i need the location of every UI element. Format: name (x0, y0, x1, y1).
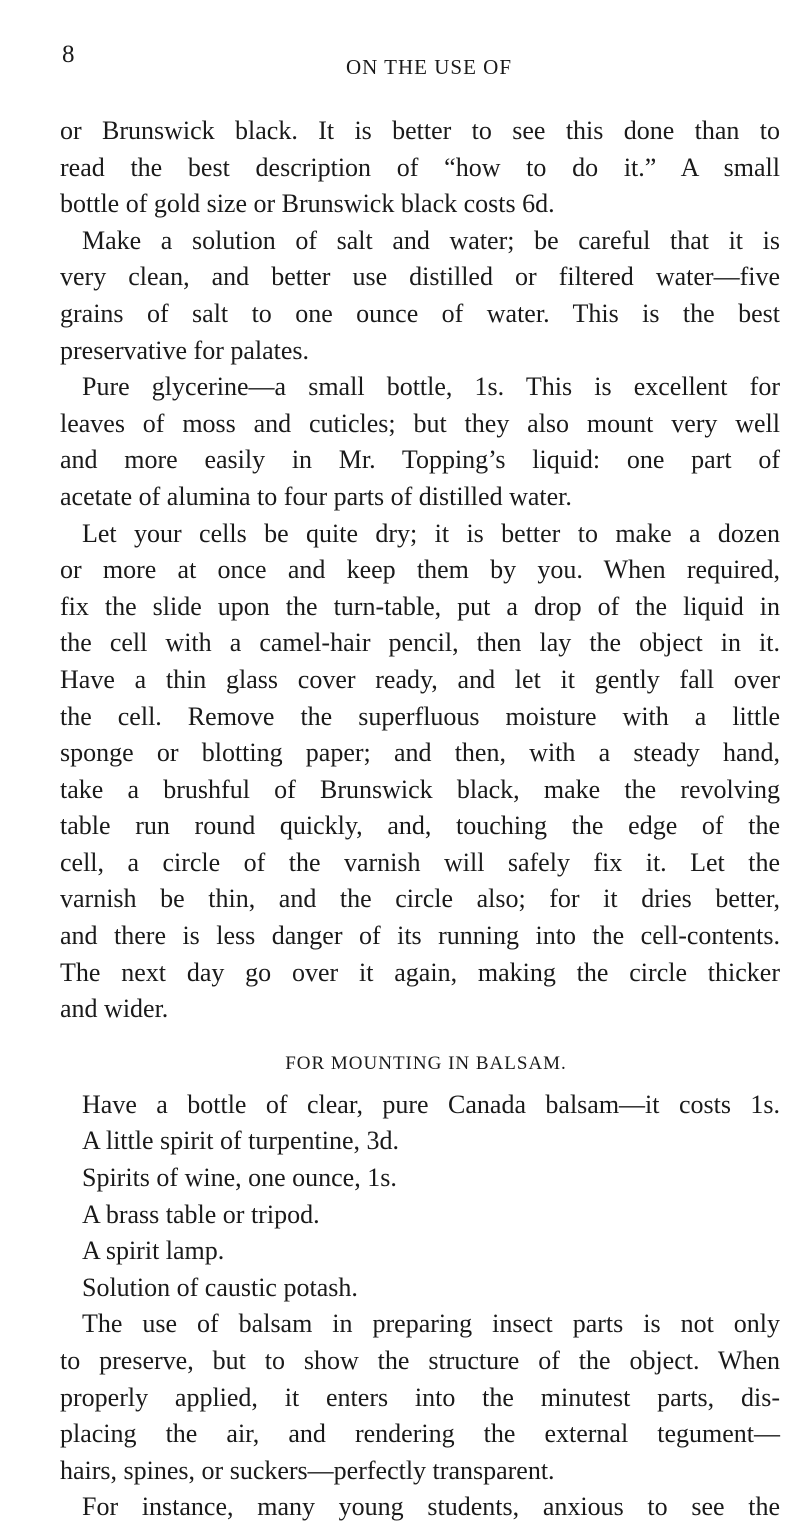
text-line: acetate of alumina to four parts of distilled water. (60, 481, 572, 511)
text-line: A little spirit of turpentine, 3d. (82, 1126, 400, 1156)
text-line: Have a thin glass cover ready, and let it gently fall over (60, 664, 780, 694)
text-line: and there is less danger of its running into the cell-contents. (60, 921, 780, 951)
text-line: cell, a circle of the varnish will safely fix it. Let the (60, 847, 780, 877)
text-line: the cell with a camel-hair pencil, then lay the object in it. (60, 628, 780, 658)
text-line: leaves of moss and cuticles; but they also mount very well (60, 408, 780, 438)
text-line: read the best description of “how to do it.” A small (60, 152, 780, 182)
text-line: Have a bottle of clear, pure Canada balsam—it costs 1s. (82, 1089, 780, 1119)
text-line: or Brunswick black. It is better to see this done than to (60, 116, 780, 145)
text-line: For instance, many young students, anxious to see the (82, 1492, 780, 1522)
text-line: varnish be thin, and the circle also; for it dries better, (60, 884, 780, 914)
text-line: or more at once and keep them by you. When required, (60, 555, 780, 585)
text-line: take a brushful of Brunswick black, make the revolving (60, 774, 780, 804)
text-line: The next day go over it again, making the circle thicker (60, 957, 780, 987)
text-line: A spirit lamp. (82, 1236, 225, 1266)
text-line: and wider. (60, 994, 169, 1024)
text-line: table run round quickly, and, touching the edge of the (60, 811, 780, 841)
text-line: bottle of gold size or Brunswick black costs 6d. (60, 189, 555, 219)
text-line: fix the slide upon the turn-table, put a drop of the liquid in (60, 591, 780, 621)
body-text (60, 113, 780, 1526)
text-line: Pure glycerine—a small bottle, 1s. This is excellent for (82, 372, 780, 402)
text-line: grains of salt to one ounce of water. This is the best (60, 298, 780, 328)
text-line: the cell. Remove the superfluous moisture with a little (60, 701, 780, 731)
text-line: Let your cells be quite dry; it is better to make a dozen (82, 518, 780, 548)
text-line: properly applied, it enters into the minutest parts, dis- (60, 1382, 780, 1412)
text-line: and more easily in Mr. Topping’s liquid: one part of (60, 445, 780, 475)
text-line: very clean, and better use distilled or filtered water—five (60, 262, 780, 292)
text-line: A brass table or tripod. (82, 1199, 320, 1229)
text-line: Make a solution of salt and water; be careful that it is (82, 225, 780, 255)
text-line: hairs, spines, or suckers—perfectly transparent. (60, 1455, 555, 1485)
page-number: 8 (62, 41, 75, 68)
section-heading: FOR MOUNTING IN BALSAM. (285, 1052, 567, 1074)
text-line: preservative for palates. (60, 335, 310, 365)
text-line: sponge or blotting paper; and then, with a steady hand, (60, 738, 780, 768)
text-line: placing the air, and rendering the external tegument— (60, 1419, 780, 1449)
text-line: Spirits of wine, one ounce, 1s. (82, 1163, 397, 1193)
running-head: ON THE USE OF (345, 55, 513, 79)
text-line: The use of balsam in preparing insect parts is not only (82, 1309, 780, 1339)
text-line: Solution of caustic potash. (82, 1272, 358, 1302)
text-line: to preserve, but to show the structure of the object. When (60, 1346, 780, 1375)
